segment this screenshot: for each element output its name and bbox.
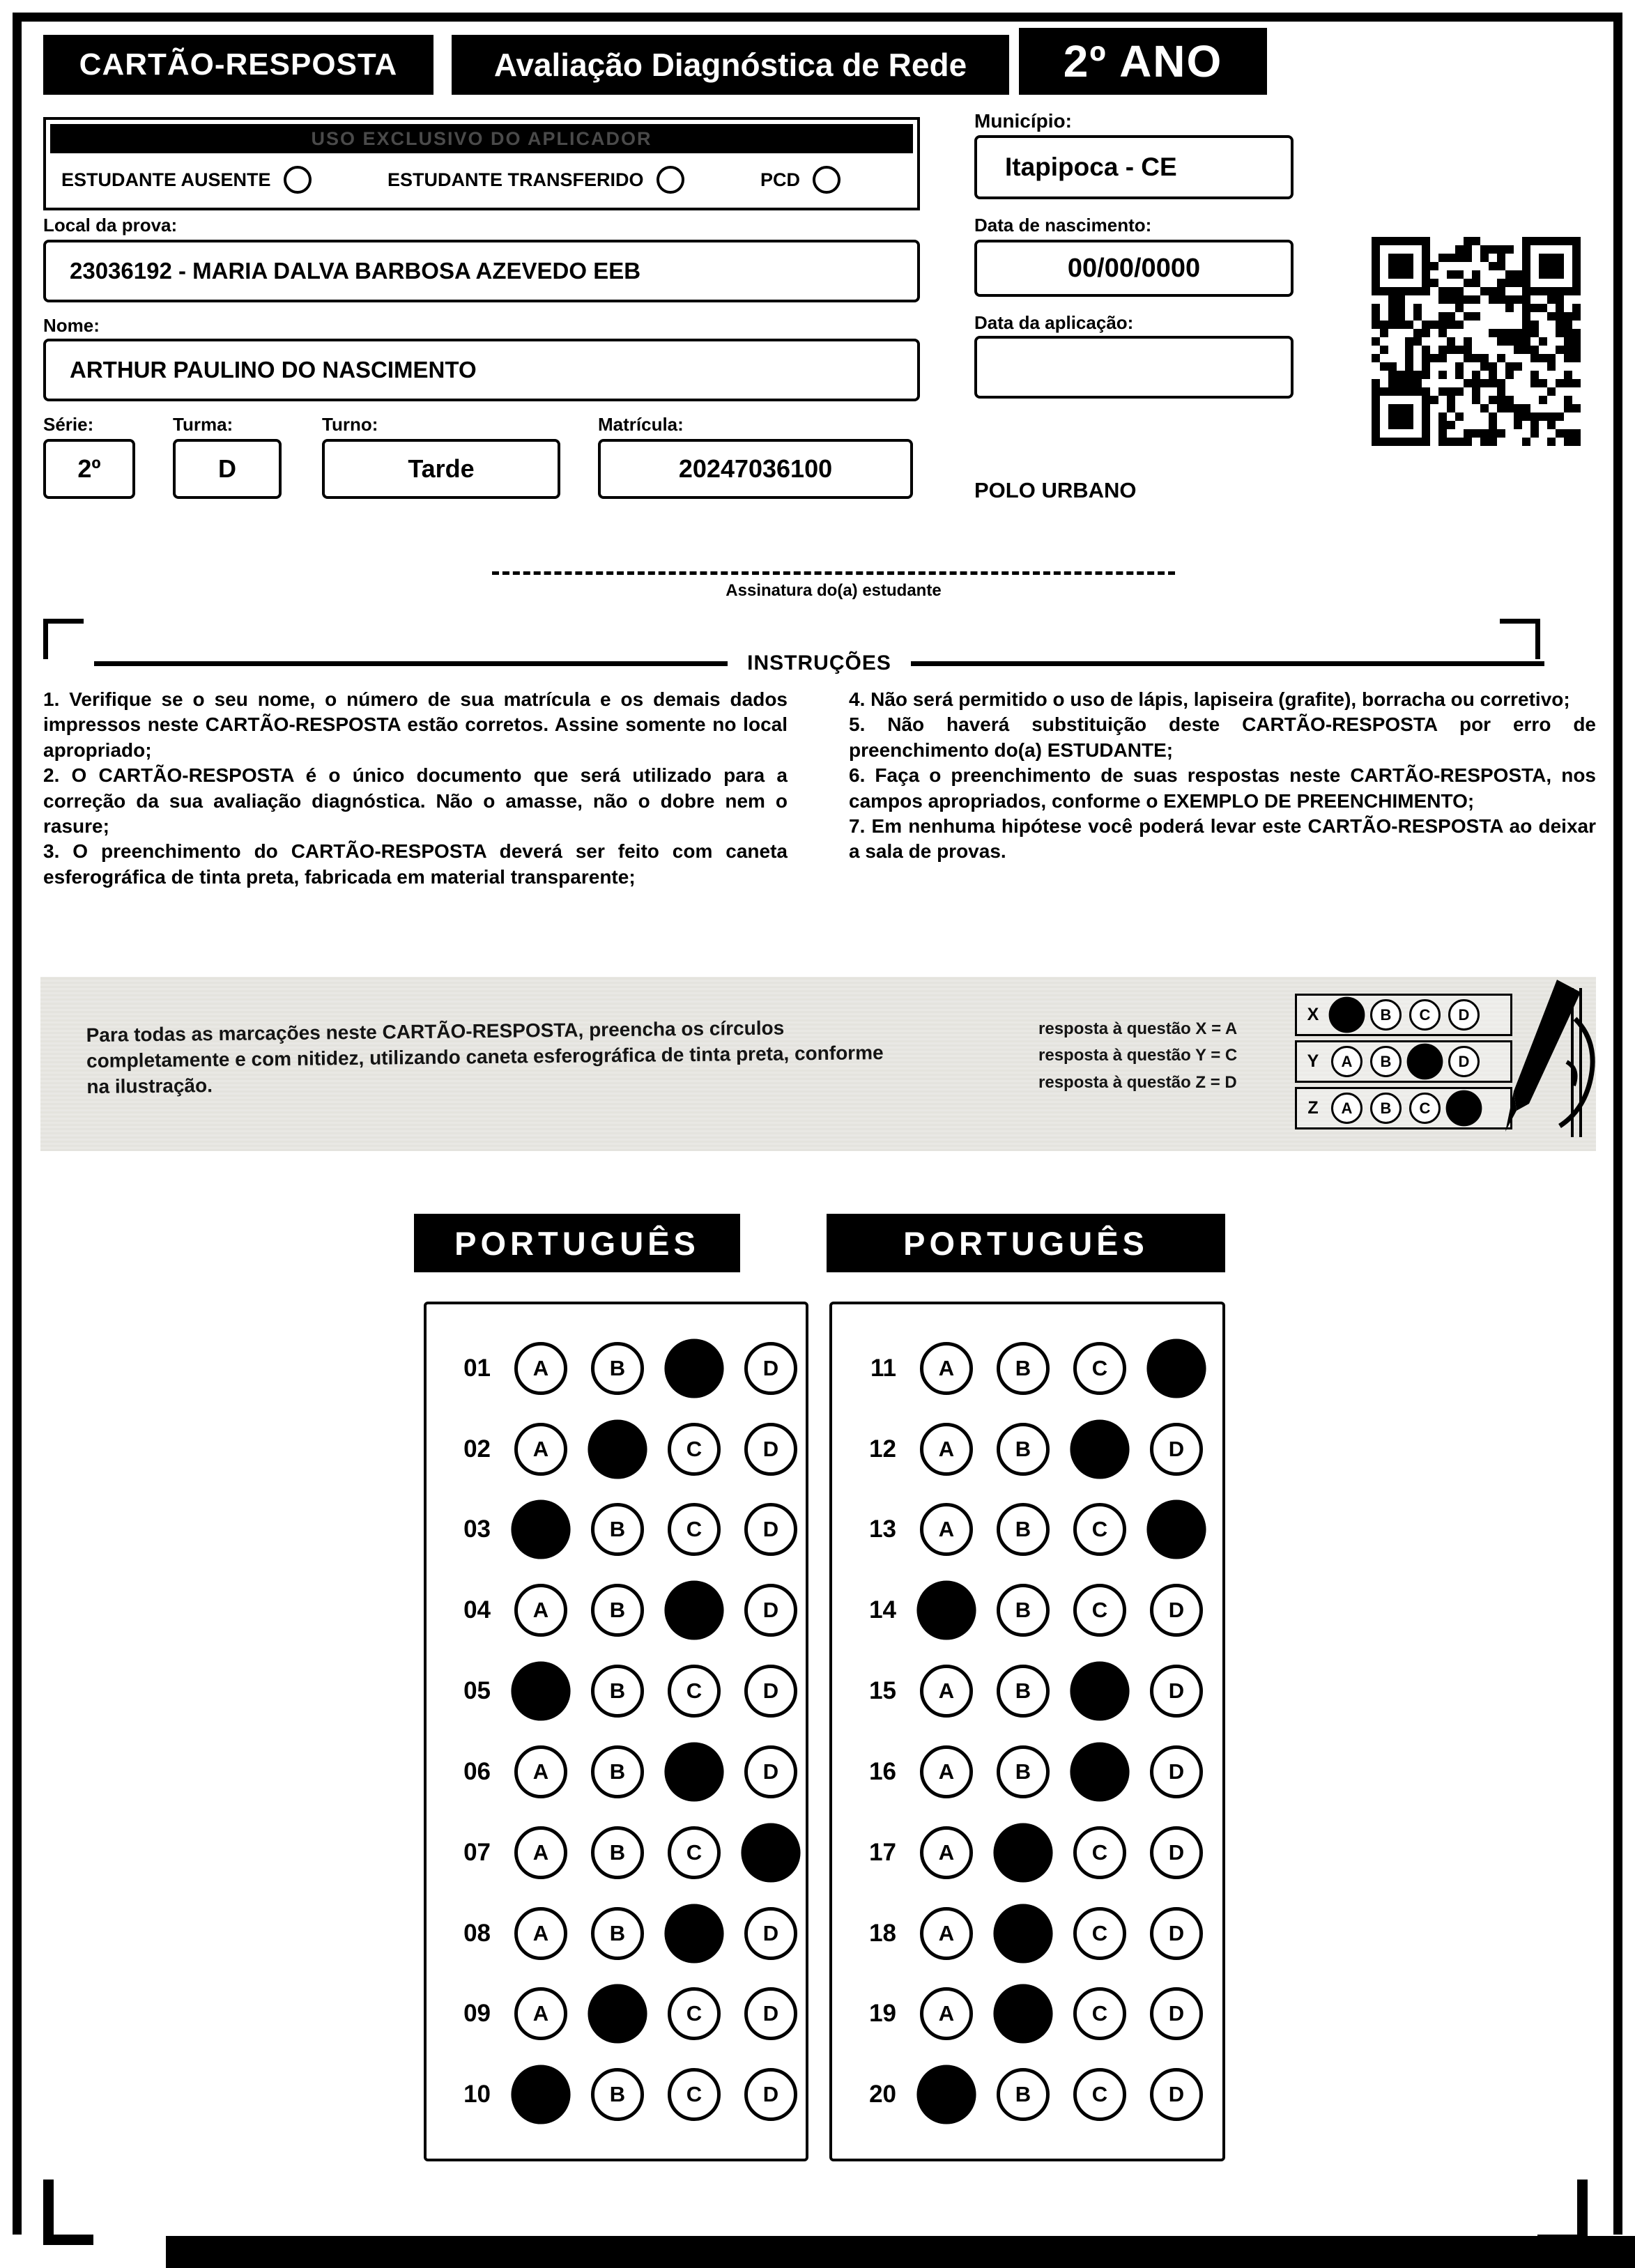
answer-bubble-d[interactable]: D <box>744 1503 797 1556</box>
answer-bubble-a[interactable] <box>511 1662 570 1721</box>
answer-bubble-d[interactable]: D <box>744 1745 797 1798</box>
answer-bubble-c[interactable]: C <box>668 1987 721 2040</box>
polo-urbano-text: POLO URBANO <box>974 478 1137 502</box>
answer-bubble-a[interactable] <box>511 1500 570 1559</box>
answer-bubble-d[interactable]: D <box>1150 2068 1203 2121</box>
answer-bubble-c[interactable] <box>664 1339 723 1398</box>
answer-bubble-d[interactable]: D <box>744 1907 797 1960</box>
question-number: 19 <box>869 2000 896 2028</box>
answer-bubble-c[interactable]: C <box>668 1826 721 1879</box>
example-row-label: Z <box>1307 1098 1319 1118</box>
question-row <box>853 1423 1217 1476</box>
answer-bubble-d[interactable] <box>1146 1500 1206 1559</box>
question-row <box>447 1342 800 1395</box>
assessment-title: Avaliação Diagnóstica de Rede <box>452 35 1009 95</box>
answer-bubble-c[interactable] <box>664 1742 723 1801</box>
question-row <box>853 1907 1217 1960</box>
answer-bubble-b[interactable]: B <box>591 1745 644 1798</box>
municipio-label: Município: <box>974 110 1072 132</box>
answer-bubble-c[interactable] <box>664 1904 723 1963</box>
question-row <box>853 1987 1217 2040</box>
answer-bubble-b[interactable]: B <box>997 1665 1050 1718</box>
answer-bubble-a[interactable]: A <box>920 1907 973 1960</box>
answer-bubble-c[interactable]: C <box>1073 1584 1126 1637</box>
instructions-column-right <box>849 687 1596 865</box>
answer-bubble-c[interactable] <box>664 1581 723 1640</box>
applicator-option <box>61 166 312 194</box>
question-number: 12 <box>869 1435 896 1463</box>
matricula-field <box>598 439 913 499</box>
answer-bubble-a[interactable]: A <box>920 1745 973 1798</box>
instructions-rule-left <box>94 661 728 666</box>
applicator-option-label: PCD <box>760 169 800 190</box>
answer-bubble-d[interactable]: D <box>744 2068 797 2121</box>
answer-bubble-c[interactable]: C <box>668 1423 721 1476</box>
example-answer-line: resposta à questão Y = C <box>1038 1046 1238 1065</box>
grade-badge: 2º ANO <box>1019 28 1267 95</box>
question-row <box>447 1584 800 1637</box>
question-number: 07 <box>463 1838 491 1866</box>
turno-field <box>322 439 560 499</box>
answer-bubble-d[interactable] <box>1146 1339 1206 1398</box>
municipio-field <box>974 135 1294 199</box>
answer-bubble-c[interactable]: C <box>1073 1342 1126 1395</box>
applicator-option-bubble[interactable] <box>657 166 684 194</box>
answer-bubble-a[interactable]: A <box>920 1826 973 1879</box>
answer-bubble-d[interactable]: D <box>744 1987 797 2040</box>
corner-bracket-bottom-right <box>1537 2180 1588 2245</box>
answer-bubble-b[interactable]: B <box>591 2068 644 2121</box>
example-bubble-a <box>1329 997 1365 1033</box>
question-number: 02 <box>463 1435 491 1463</box>
answer-bubble-b[interactable]: B <box>997 2068 1050 2121</box>
example-bubble-c <box>1407 1044 1443 1080</box>
question-number: 06 <box>463 1757 491 1785</box>
question-row <box>853 1745 1217 1798</box>
answer-bubble-a[interactable] <box>916 2065 976 2124</box>
answer-bubble-b[interactable] <box>993 1904 1052 1963</box>
nome-label: Nome: <box>43 315 100 336</box>
data-nascimento-value: 00/00/0000 <box>1067 253 1201 283</box>
applicator-box-title: USO EXCLUSIVO DO APLICADOR <box>50 124 913 153</box>
applicator-box <box>43 117 920 210</box>
example-answer-line: resposta à questão Z = D <box>1038 1072 1237 1092</box>
answer-bubble-b[interactable]: B <box>997 1503 1050 1556</box>
answer-bubble-b[interactable] <box>993 1823 1052 1882</box>
example-row-label: X <box>1307 1005 1319 1024</box>
corner-bracket-top-left <box>43 619 84 659</box>
answer-grid-questions-01-10 <box>424 1302 808 2161</box>
turno-label: Turno: <box>322 414 378 435</box>
instruction-item: 2. O CARTÃO-RESPOSTA é o único documento que será utilizado para a correção da sua avaliação diagnóstica. Não o amasse, não o dobre nem o rasure; <box>43 764 788 837</box>
fill-example-text: Para todas as marcações neste CARTÃO-RESPOSTA, preencha os círculos completamente e com nitidez, utilizando caneta esferográfica de tinta preta, conforme na ilustração. <box>86 1017 884 1097</box>
serie-label: Série: <box>43 414 94 435</box>
answer-bubble-a[interactable] <box>511 2065 570 2124</box>
question-row <box>447 1665 800 1718</box>
example-bubble-a: A <box>1331 1046 1362 1077</box>
question-number: 04 <box>463 1596 491 1624</box>
nome-value: ARTHUR PAULINO DO NASCIMENTO <box>70 357 477 383</box>
question-row <box>853 2068 1217 2121</box>
question-row <box>853 1665 1217 1718</box>
signature-label: Assinatura do(a) estudante <box>726 581 942 600</box>
instructions-rule-right <box>911 661 1544 666</box>
answer-bubble-a[interactable]: A <box>920 1665 973 1718</box>
instructions-header <box>94 651 1544 675</box>
answer-bubble-a[interactable]: A <box>514 1826 567 1879</box>
question-number: 14 <box>869 1596 896 1624</box>
answer-bubble-c[interactable]: C <box>1073 2068 1126 2121</box>
answer-bubble-b[interactable]: B <box>591 1342 644 1395</box>
answer-bubble-b[interactable]: B <box>591 1665 644 1718</box>
signature-line[interactable] <box>492 571 1175 575</box>
answer-bubble-c[interactable]: C <box>1073 1826 1126 1879</box>
applicator-option-bubble[interactable] <box>284 166 312 194</box>
qr-code-icon <box>1372 237 1581 446</box>
answer-bubble-b[interactable]: B <box>997 1745 1050 1798</box>
answer-bubble-d[interactable]: D <box>1150 1826 1203 1879</box>
example-bubble-b: B <box>1370 999 1402 1031</box>
applicator-options <box>46 157 917 194</box>
example-bubble-c: C <box>1409 1093 1441 1124</box>
answer-bubble-d[interactable]: D <box>744 1342 797 1395</box>
answer-bubble-b[interactable]: B <box>997 1423 1050 1476</box>
answer-bubble-d[interactable]: D <box>1150 1665 1203 1718</box>
answer-bubble-b[interactable]: B <box>591 1584 644 1637</box>
question-row <box>853 1503 1217 1556</box>
answer-bubble-a[interactable]: A <box>920 1503 973 1556</box>
answer-bubble-b[interactable]: B <box>997 1584 1050 1637</box>
answer-bubble-c[interactable]: C <box>668 2068 721 2121</box>
answer-bubble-a[interactable]: A <box>920 1987 973 2040</box>
question-number: 10 <box>463 2081 491 2108</box>
serie-value: 2º <box>77 454 101 483</box>
data-nascimento-label: Data de nascimento: <box>974 215 1152 236</box>
question-row <box>447 1745 800 1798</box>
answer-bubble-d[interactable]: D <box>744 1423 797 1476</box>
turma-field <box>173 439 282 499</box>
example-bubble-d: D <box>1448 999 1480 1031</box>
answer-bubble-b[interactable] <box>993 1984 1052 2044</box>
answer-bubble-a[interactable]: A <box>514 1423 567 1476</box>
question-number: 01 <box>463 1354 491 1382</box>
corner-bracket-bottom-left <box>43 2180 93 2245</box>
answer-bubble-d[interactable]: D <box>744 1665 797 1718</box>
example-bubble-b: B <box>1370 1046 1402 1077</box>
question-row <box>447 1503 800 1556</box>
question-number: 16 <box>869 1757 896 1785</box>
question-row <box>447 2068 800 2121</box>
example-answer-line: resposta à questão X = A <box>1038 1019 1238 1038</box>
question-number: 03 <box>463 1515 491 1543</box>
question-number: 13 <box>869 1515 896 1543</box>
question-row <box>853 1584 1217 1637</box>
answer-bubble-d[interactable] <box>741 1823 800 1882</box>
question-number: 11 <box>870 1354 896 1382</box>
sheet-title: CARTÃO-RESPOSTA <box>43 35 433 95</box>
answer-bubble-d[interactable]: D <box>1150 1584 1203 1637</box>
answer-bubble-a[interactable]: A <box>514 1342 567 1395</box>
answer-bubble-c[interactable]: C <box>1073 1987 1126 2040</box>
question-row <box>447 1907 800 1960</box>
question-number: 17 <box>869 1838 896 1866</box>
answer-bubble-a[interactable]: A <box>920 1423 973 1476</box>
answer-bubble-a[interactable]: A <box>514 1745 567 1798</box>
instruction-item: 1. Verifique se o seu nome, o número de sua matrícula e os demais dados impressos neste CARTÃO-RESPOSTA estão corretos. Assine somente no local apropriado; <box>43 688 788 761</box>
local-da-prova-label: Local da prova: <box>43 215 178 236</box>
answer-bubble-b[interactable]: B <box>591 1826 644 1879</box>
answer-bubble-c[interactable]: C <box>1073 1907 1126 1960</box>
bottom-scan-bar <box>166 2236 1635 2268</box>
section-header-portugues-2: PORTUGUÊS <box>827 1214 1225 1272</box>
data-aplicacao-label: Data da aplicação: <box>974 312 1134 333</box>
instruction-item: 4. Não será permitido o uso de lápis, lapiseira (grafite), borracha ou corretivo; <box>849 688 1570 710</box>
question-number: 09 <box>463 2000 491 2028</box>
answer-bubble-a[interactable]: A <box>920 1342 973 1395</box>
example-bubble-c: C <box>1409 999 1441 1031</box>
answer-bubble-a[interactable]: A <box>514 1987 567 2040</box>
question-number: 08 <box>463 1919 491 1947</box>
applicator-option-label: ESTUDANTE TRANSFERIDO <box>387 169 644 190</box>
answer-bubble-b[interactable] <box>588 1419 647 1479</box>
question-row <box>447 1423 800 1476</box>
instruction-item: 5. Não haverá substituição deste CARTÃO-RESPOSTA por erro de preenchimento do(a) ESTUDANTE; <box>849 713 1596 761</box>
answer-bubble-d[interactable]: D <box>1150 1423 1203 1476</box>
instruction-item: 7. Em nenhuma hipótese você poderá levar este CARTÃO-RESPOSTA ao deixar a sala de provas. <box>849 815 1596 863</box>
turma-label: Turma: <box>173 414 233 435</box>
answer-bubble-d[interactable]: D <box>1150 1987 1203 2040</box>
example-bubble-b: B <box>1370 1093 1402 1124</box>
instructions-column-left <box>43 687 788 890</box>
fill-example-strip <box>40 977 1596 1151</box>
data-aplicacao-field <box>974 336 1294 399</box>
answer-bubble-b[interactable]: B <box>591 1907 644 1960</box>
question-number: 15 <box>869 1677 896 1705</box>
turma-value: D <box>218 454 236 483</box>
example-row-label: Y <box>1307 1051 1319 1071</box>
applicator-option <box>387 166 684 194</box>
matricula-value: 20247036100 <box>678 454 833 483</box>
answer-bubble-b[interactable]: B <box>997 1342 1050 1395</box>
question-row <box>853 1826 1217 1879</box>
answer-bubble-b[interactable] <box>588 1984 647 2044</box>
scan-edge-marks <box>1571 988 1582 1137</box>
question-number: 18 <box>869 1919 896 1947</box>
answer-bubble-c[interactable]: C <box>668 1503 721 1556</box>
applicator-option-bubble[interactable] <box>813 166 840 194</box>
matricula-label: Matrícula: <box>598 414 684 435</box>
question-number: 05 <box>463 1677 491 1705</box>
question-number: 20 <box>869 2081 896 2108</box>
answer-bubble-a[interactable]: A <box>514 1907 567 1960</box>
local-da-prova-value: 23036192 - MARIA DALVA BARBOSA AZEVEDO EEB <box>70 258 641 284</box>
nome-field <box>43 339 920 401</box>
example-bubble-d: D <box>1448 1046 1480 1077</box>
answer-bubble-c[interactable] <box>1070 1662 1129 1721</box>
applicator-option <box>760 166 840 194</box>
answer-grid-questions-11-20 <box>829 1302 1225 2161</box>
instructions-title: INSTRUÇÕES <box>747 651 891 674</box>
answer-bubble-a[interactable]: A <box>514 1584 567 1637</box>
instruction-item: 6. Faça o preenchimento de suas respostas neste CARTÃO-RESPOSTA, nos campos apropriados, conforme o EXEMPLO DE PREENCHIMENTO; <box>849 764 1596 812</box>
local-da-prova-field <box>43 240 920 302</box>
example-bubble-a: A <box>1331 1093 1362 1124</box>
applicator-option-label: ESTUDANTE AUSENTE <box>61 169 271 190</box>
section-header-portugues-1: PORTUGUÊS <box>414 1214 740 1272</box>
serie-field <box>43 439 135 499</box>
answer-bubble-c[interactable] <box>1070 1742 1129 1801</box>
answer-bubble-c[interactable] <box>1070 1419 1129 1479</box>
answer-bubble-a[interactable] <box>916 1581 976 1640</box>
instruction-item: 3. O preenchimento do CARTÃO-RESPOSTA deverá ser feito com caneta esferográfica de tinta preta, fabricada em material transparente; <box>43 840 788 888</box>
municipio-value: Itapipoca - CE <box>1005 153 1177 181</box>
question-row <box>853 1342 1217 1395</box>
answer-bubble-d[interactable]: D <box>1150 1745 1203 1798</box>
fill-example-answer-lines <box>1038 1016 1237 1096</box>
turno-value: Tarde <box>408 454 475 483</box>
answer-bubble-c[interactable]: C <box>668 1665 721 1718</box>
question-row <box>447 1826 800 1879</box>
answer-bubble-b[interactable]: B <box>591 1503 644 1556</box>
answer-bubble-c[interactable]: C <box>1073 1503 1126 1556</box>
answer-bubble-d[interactable]: D <box>744 1584 797 1637</box>
data-nascimento-field <box>974 240 1294 297</box>
question-row <box>447 1987 800 2040</box>
answer-bubble-d[interactable]: D <box>1150 1907 1203 1960</box>
